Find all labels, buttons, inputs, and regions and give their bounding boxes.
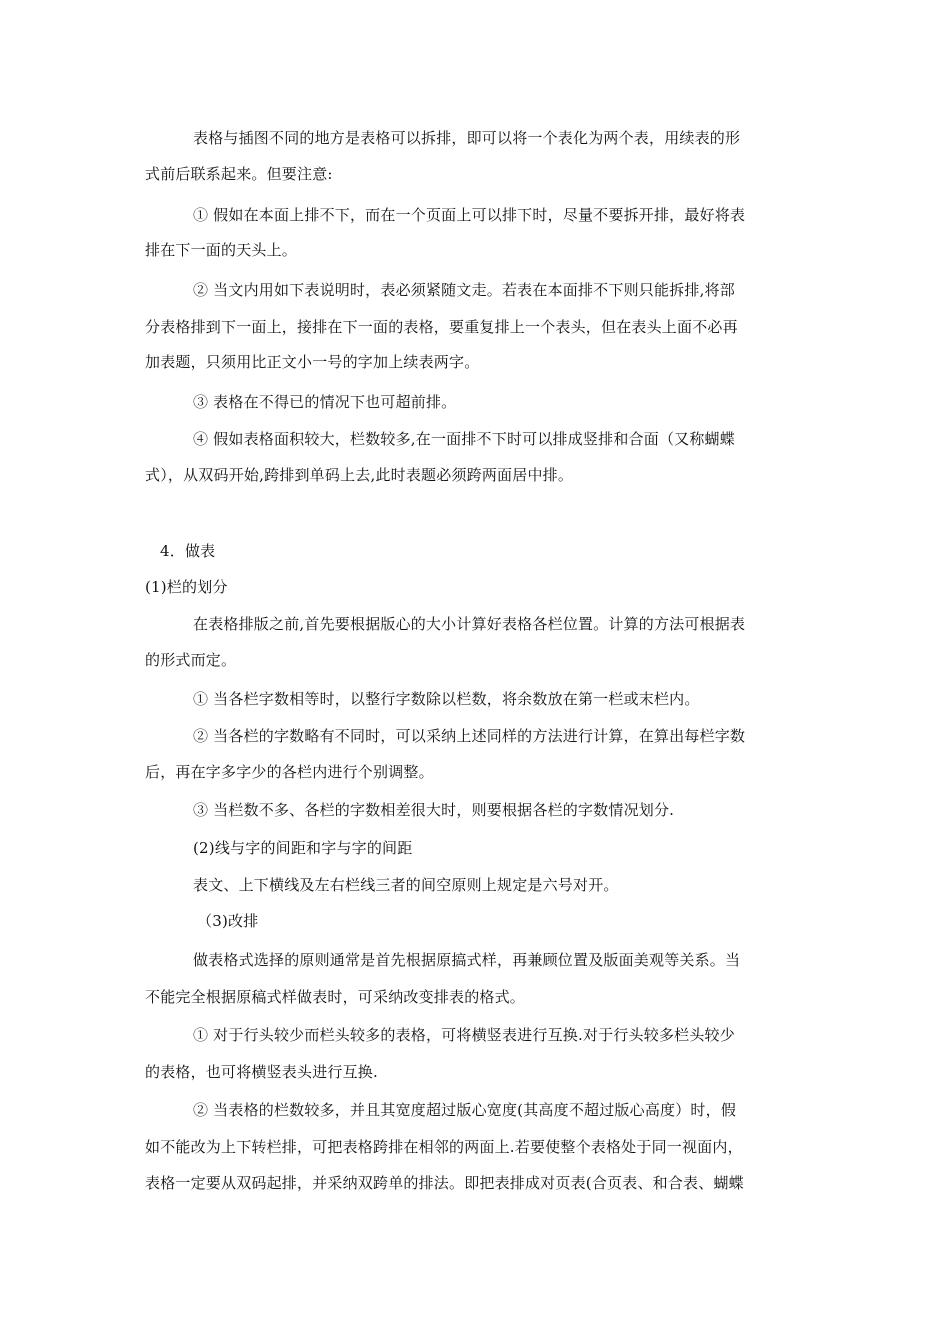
paragraph-line: 排在下一面的天头上。	[145, 241, 298, 259]
paragraph-line: 在表格排版之前,首先要根据版心的大小计算好表格各栏位置。计算的方法可根据表	[193, 615, 746, 633]
paragraph-line: ② 当表格的栏数较多，并且其宽度超过版心宽度(其高度不超过版心高度）时，假	[193, 1101, 737, 1119]
subsection-heading: （3)改排	[197, 912, 259, 930]
paragraph-line: ③ 表格在不得已的情况下也可超前排。	[193, 393, 457, 411]
paragraph-line: 后，再在字多字少的各栏内进行个别调整。	[145, 763, 434, 781]
paragraph-line: ③ 当栏数不多、各栏的字数相差很大时，则要根据各栏的字数情况划分.	[193, 801, 675, 819]
paragraph-line: 式），从双码开始,跨排到单码上去,此时表题必须跨两面居中排。	[145, 466, 574, 484]
paragraph-line: ① 假如在本面上排不下，而在一个页面上可以排下时，尽量不要拆开排，最好将表	[193, 206, 746, 224]
subsection-heading: (2)线与字的间距和字与字的间距	[193, 839, 413, 857]
paragraph-line: 表文、上下横线及左右栏线三者的间空原则上规定是六号对开。	[193, 876, 619, 894]
paragraph-line: 分表格排到下一面上，接排在下一面的表格，要重复排上一个表头，但在表头上面不必再	[145, 318, 738, 336]
paragraph-line: 表格一定要从双码起排，并采纳双跨单的排法。即把表排成对页表(合页表、和合表、蝴蝶	[145, 1174, 744, 1192]
section-heading: 4．做表	[160, 542, 216, 560]
paragraph-line: 不能完全根据原稿式样做表时，可采纳改变排表的格式。	[145, 988, 526, 1006]
paragraph-line: ② 当文内用如下表说明时，表必须紧随文走。若表在本面排不下则只能拆排,将部	[193, 281, 735, 299]
paragraph-line: 做表格式选择的原则通常是首先根据原搞式样，再兼顾位置及版面美观等关系。当	[193, 951, 741, 969]
paragraph-line: 表格与插图不同的地方是表格可以拆排，即可以将一个表化为两个表，用续表的形	[193, 129, 741, 147]
paragraph-line: 的表格，也可将横竖表头进行互换.	[145, 1063, 378, 1081]
paragraph-line: ① 对于行头较少而栏头较多的表格，可将横竖表进行互换.对于行头较多栏头较少	[193, 1026, 735, 1044]
paragraph-line: 的形式而定。	[145, 651, 237, 669]
paragraph-line: 如不能改为上下转栏排，可把表格跨排在相邻的两面上.若要使整个表格处于同一视面内，	[145, 1138, 743, 1156]
paragraph-line: 加表题，只须用比正文小一号的字加上续表两字。	[145, 353, 480, 371]
paragraph-line: ① 当各栏字数相等时，以整行字数除以栏数，将余数放在第一栏或末栏内。	[193, 690, 700, 708]
subsection-heading: (1)栏的划分	[145, 578, 228, 596]
paragraph-line: 式前后联系起来。但要注意:	[145, 165, 333, 183]
paragraph-line: ④ 假如表格面积较大，栏数较多,在一面排不下时可以排成竖排和合面（又称蝴蝶	[193, 430, 735, 448]
paragraph-line: ② 当各栏的字数略有不同时，可以采纳上述同样的方法进行计算，在算出每栏字数	[193, 727, 746, 745]
